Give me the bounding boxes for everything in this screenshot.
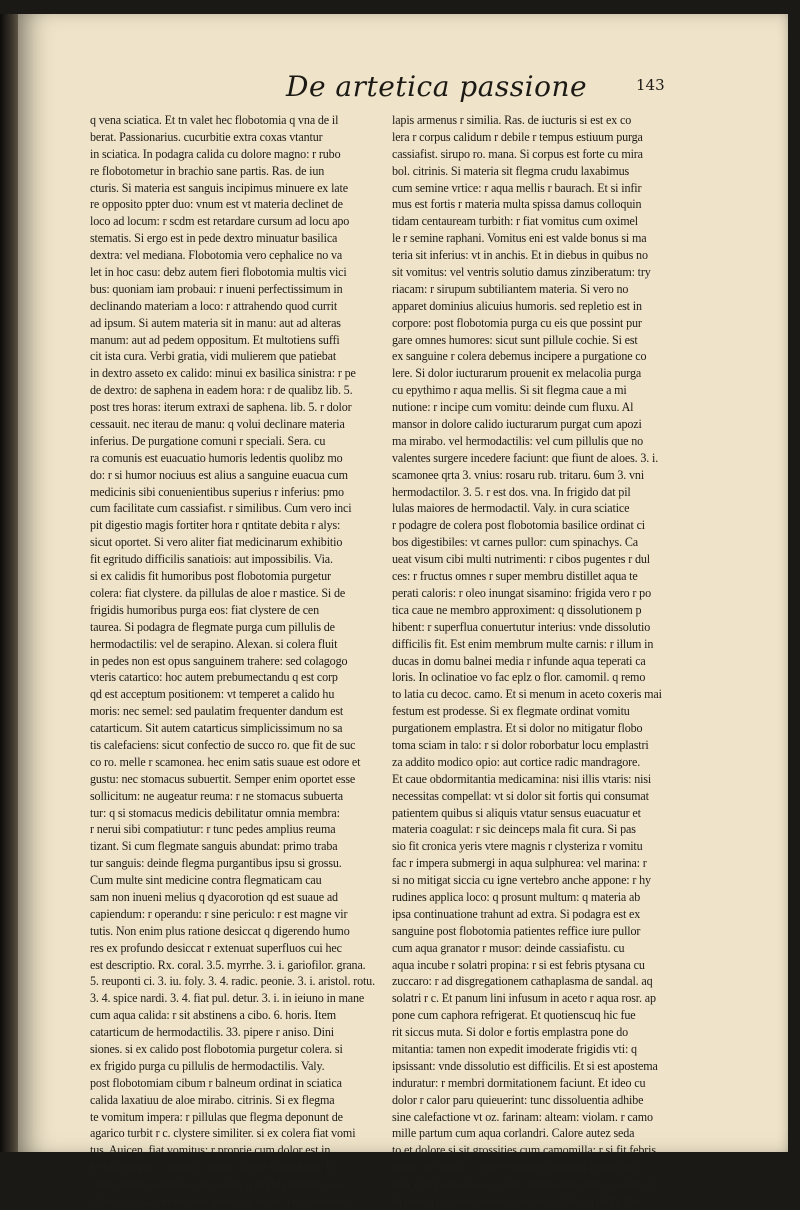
text-line: sanguine post flobotomia patientes reffice iure pullor [392,923,641,938]
text-line: de dextro: de saphena in eadem hora: r de qualibz lib. 5. [90,383,353,398]
text-line: pit digestio magis fortiter hora r qntitate debita r alys: [90,518,341,533]
text-line: tis calefaciens: sicut confectio de succo ro. que fit de suc [90,737,356,752]
text-line: lere. Si dolor iucturarum prouenit ex melacolia purga [392,366,642,381]
text-line: riacam: r sirupum subtiliantem materia. Si vero no [392,281,629,296]
left-text-column [90,112,388,1208]
text-line: 3. 4. spice nardi. 3. 4. fiat pul. detur. 3. i. in ieiuno in mane [90,991,365,1006]
text-line: necessitas compellat: vt si dolor sit fortis qui consumat [392,788,649,803]
text-line: re flobotometur in brachio sane partis. Ras. de iun [90,163,325,178]
text-line: ipsa continuatione trahunt ad extra. Si podagra est ex [392,906,641,921]
text-line: za addito modico opio: aut cortice radic mandragore. [392,754,641,769]
text-line: siones. si ex calido post flobotomia purgetur colera. si [90,1041,343,1056]
text-line: capiendum: r operandu: r sine periculo: r est magne vir [90,906,348,921]
text-line: sine calefactione vt oz. farinam: alteam: violam. r camo [392,1109,653,1124]
text-line: cu epythimo r aqua mellis. Si sit flegma caue a mi [392,383,627,398]
text-line: re opposito ppter duo: vnum est vt materia declinet de [90,197,343,212]
text-line: mille partum cum aqua corlandri. Calore autez seda [392,1126,635,1141]
text-line: zuccaro: r ad disgregationem cathaplasma de sandal. aq [392,974,653,989]
text-line: ces: r fructus omnes r super membru distillet aqua te [392,569,638,584]
text-line: bol. citrinis. Si materia sit flegma crudu laxabimus [392,163,630,178]
text-line: ipsissant: vnde dissolutio est difficilis. Et si est apostema [392,1058,658,1073]
text-line: co ro. melle r scamonea. hec enim satis suaue est odore et [90,754,361,769]
folio-number: 143 [636,76,665,94]
text-line: sit vomitus: vel ventris solutio damus zinziberatum: try [392,265,651,280]
text-line: cum facilitate cum cassiafist. r similibus. Cum vero inci [90,501,352,516]
text-line: taurea. Si podagra de flegmate purga cum pillulis de [90,619,335,634]
text-line: ma mirabo. vel hermodactilis: vel cum pillulis que no [392,433,644,448]
text-line: si ex calidis fit humoribus post flobotomia purgetur [90,569,331,584]
text-line: ducas in domu balnei media r infunde aqua teperati ca [392,653,646,668]
text-line: post tres horas: iterum extraxi de saphena. lib. 5. r dolor [90,400,352,415]
text-line: sicut oportet. Si vero aliter fiat medicinarum exhibitio [90,535,343,550]
text-line: le r semine raphani. Vomitus eni est valde bonus si ma [392,231,647,246]
text-line: cit ista cura. Verbi gratia, vidi mulierem que patiebat [90,349,337,364]
text-line: cum semine vrtice: r aqua mellis r baurach. Et si infir [392,180,642,195]
text-line: ferius: magis. n. iuuat q solutio: deide fiat solutio. Di [90,1160,338,1175]
text-line: gustu: nec stomacus subuertit. Semper enim oportet esse [90,771,356,786]
text-line: berat. Passionarius. cucurbitie extra coxas vtantur [90,129,323,144]
text-line: cunt quidam. solutiua tam calida q frigida debent esse [90,1177,343,1192]
text-line: lulas maiores de hermodactil. Valy. in cura sciatice [392,501,630,516]
text-line: calida laxatiuu de aloe mirabo. citrinis. Si ex flegma [90,1092,335,1107]
text-line: ad ipsum. Si autem materia sit in manu: aut ad alteras [90,315,341,330]
running-title: De artetica passione [286,70,588,103]
text-line: si no mitigat siccia cu igne vertebro anche appone: r hy [392,873,651,888]
text-line: tizant. Si cum flegmate sanguis abundat: primo traba [90,839,338,854]
text-line: fac r impera submergi in aqua sulphurea: vel marina: r [392,856,647,871]
text-line: catarticum de hermodactilis. 33. pipere r aniso. Dini [90,1025,334,1040]
text-line: qd est acceptum positionem: vt temperet a calido hu [90,687,335,702]
text-line: loco ad locum: r scdm est retardare cursum ad locu apo [90,214,350,229]
text-line: hibent: r superflua conuertutur interius: vnde dissolutio [392,619,651,634]
text-line: scamonee qrta 3. vnius: rosaru rub. tritaru. 6um 3. vni [392,467,645,482]
text-line: hermodactilor. 3. 5. r est dos. vna. In frigido dat pil [392,484,631,499]
text-line: teria sit inferius: vt in anchis. Et in diebus in quibus no [392,248,648,263]
text-line: mus est fortis r materia multa spissa damus colloquin [392,197,642,212]
text-line: frigidis humoribus purga eos: fiat clystere de cen [90,602,320,617]
text-line: cassiafist. sirupo ro. mana. Si corpus est forte cu mira [392,146,643,161]
text-line: tam vt ptysana: donec calor cohibeatur: deide cassiam f. [392,1177,655,1192]
text-line: rudines applica loco: q prosunt multum: q materia ab [392,889,641,904]
page-header [18,70,788,110]
text-line: res ex profundo desiccat r extenuat superfluos cui hec [90,940,342,955]
text-line: r nerui sibi compatiutur: r tunc pedes amplius reuma [90,822,336,837]
text-line: stematis. Si ergo est in pede dextro minuatur basilica [90,231,338,246]
text-line: Si autem in genu apostema est ex calido cu dulbi fron [392,1194,644,1208]
text-line: to et dolore si sit grossities cum camomilla: r si fit febris [392,1143,656,1158]
text-line: hermodactilis: vel de serapino. Alexan. si colera fluit [90,636,338,651]
text-line: patientem quibus si aliquis vtatur sensus euacuatur et [392,805,641,820]
text-line: rit siccus muta. Si dolor e fortis emplastra pone do [392,1025,629,1040]
text-line: in dextro asseto ex calido: minui ex basilica sinistra: r pe [90,366,356,381]
text-line: 5. reuponti ci. 3. iu. foly. 3. 4. radic. peonie. 3. i. aristol. rotu. [90,974,375,989]
text-line: stiptica: sicut mirabolani: aloes: agaricus: pes coruinus: [90,1194,350,1208]
text-line: purgationem emplastra. Et si dolor no mitigatur flobo [392,721,643,736]
text-line: tus. Auicen. fiat vomitus: r proprie cum dolor est in [90,1143,331,1158]
text-line: tutis. Non enim plus ratione desiccat q digerendo humo [90,923,350,938]
text-line: let in hoc casu: debz autem fieri flobotomia multis vici [90,265,347,280]
text-line: festum est prodesse. Si ex flegmate ordinat vomitu [392,704,630,719]
text-line: tica caue ne membro approximent: q dissolutionem p [392,602,642,617]
text-line: apparet dominius alicuius humoris. sed repletio est in [392,298,642,313]
text-line: difficilis fit. Est enim membrum multe carnis: r illum in [392,636,654,651]
text-line: bus: quoniam iam probaui: r inueni perfectissimum in [90,281,343,296]
text-line: induratur: r membri dormitationem faciunt. Et ideo cu [392,1075,646,1090]
text-line: magis in frigida: r rege regimine patientis febrem acu [392,1160,642,1175]
text-line: mansor in dolore calido iucturarum purgat cum apozi [392,417,642,432]
text-line: Cum multe sint medicine contra flegmaticam cau [90,873,322,888]
text-line: vteris catartico: hoc autem prebumectandu q est corp [90,670,338,685]
text-line: nutione: r incipe cum vomitu: deinde cum fluxu. Al [392,400,634,415]
text-line: bos digestibiles: vt carnes pullor: cum spinachys. Ca [392,535,638,550]
text-line: pone cum caphora refrigerat. Et quotienscuq hic fue [392,1008,636,1023]
text-line: catarticum. Sit autem catarticus simplicissimum no sa [90,721,343,736]
text-line: cum aqua granator r musor: deinde cassiafistu. cu [392,940,625,955]
text-line: dextra: vel mediana. Flobotomia vero cephalice no va [90,248,343,263]
text-line: moris: nec semel: sed paulatim frequenter dandum est [90,704,344,719]
text-line: in pedes non est opus sanguinem trahere: sed colagogo [90,653,348,668]
text-line: dolor r calor paru quieuerint: tunc dissoluentia adhibe [392,1092,644,1107]
text-line: solatri r c. Et panum lini infusum in aceto r aqua rosr. ap [392,991,656,1006]
text-line: te vomitum impera: r pillulas que flegma deponunt de [90,1109,343,1124]
text-line: ueat visum cibi multi nutrimenti: r cibos pugentes r dul [392,552,650,567]
text-line: tidam centauream turbith: r fiat vomitus cum oximel [392,214,638,229]
text-line: r podagre de colera post flobotomia basilice ordinat ci [392,518,646,533]
text-line: sam non inueni melius q dyacorotion qd est suaue ad [90,889,338,904]
text-line: sollicitum: ne augeatur reuma: r ne stomacus subuerta [90,788,343,803]
book-page [18,14,788,1208]
text-line: manum: aut ad pedem oppositum. Et multotiens suffi [90,332,340,347]
text-line: Et caue obdormitantia medicamina: nisi illis vtaris: nisi [392,771,652,786]
text-line: post flobotomiam cibum r balneum ordinat in sciatica [90,1075,342,1090]
text-line: corpore: post flobotomia purga cu eis que possint pur [392,315,642,330]
text-line: materia coagulat: r sic deinceps mala fit cura. Si pas [392,822,636,837]
text-line: ra comunis est euacuatio humoris ledentis quolibz mo [90,450,343,465]
text-line: cturis. Si materia est sanguis incipimus minuere ex late [90,180,348,195]
text-line: agarico turbit r c. clystere similiter. si ex colera fiat vomi [90,1126,356,1141]
text-line: mitantia: tamen non expedit imoderate frigidis vti: q [392,1041,637,1056]
text-line: valentes surgere incedere faciunt: que fiunt de aloes. 3. i. [392,450,659,465]
text-line: medicinis sibi conuenientibus superius r inferius: pmo [90,484,344,499]
text-line: tur: q si stomacus medicis debilitatur omnia membra: [90,805,340,820]
text-line: fit egritudo difficilis sanatiois: aut impossibilis. Via. [90,552,333,567]
text-line: aqua incube r solatri propina: r si est febris ptysana cu [392,957,645,972]
text-line: cessauit. nec iterau de manu: q volui declinare materia [90,417,345,432]
text-line: to latia cu decoc. camo. Et si menum in aceto coxeris mai [392,687,662,702]
text-line: loris. In oclinatioe vo fac eplz o flor. camomil. q remo [392,670,646,685]
text-line: toma sciam in talo: r si dolor roborbatur locu emplastri [392,737,649,752]
right-text-column [392,112,690,1208]
text-line: do: r si humor nociuus est alius a sanguine euacua cum [90,467,348,482]
text-line: lapis armenus r similia. Ras. de iucturis si est ex co [392,113,632,127]
text-line: tur sanguis: deinde flegma purgantibus ipsu si grossu. [90,856,342,871]
text-line: in sciatica. In podagra calida cu dolore magno: r rubo [90,146,341,161]
text-line: inferius. De purgatione comuni r speciali. Sera. cu [90,433,326,448]
text-line: lera r corpus calidum r debile r tempus estiuum purga [392,129,643,144]
text-line: declinando materiam a loco: r attrahendo quod currit [90,298,338,313]
text-line: est descriptio. Rx. coral. 3.5. myrrhe. 3. i. gariofilor. grana. [90,957,366,972]
text-line: ex frigido purga cu pillulis de hermodactilis. Valy. [90,1058,325,1073]
text-line: colera: fiat clystere. da pillulas de aloe r mastice. Si de [90,585,346,600]
text-line: gare omnes humores: sicut sunt pillule cochie. Si est [392,332,638,347]
text-line: perati caloris: r oleo inungat sisamino: frigida vero r po [392,585,651,600]
text-line: ex sanguine r colera debemus incipere a purgatione co [392,349,647,364]
text-line: sio fit cronica yeris vtere magnis r clysteriza r vomitu [392,839,643,854]
text-line: q vena sciatica. Et tn valet hec flobotomia q vna de il [90,113,339,127]
text-line: cum aqua calida: r sit abstinens a cibo. 6. horis. Item [90,1008,336,1023]
